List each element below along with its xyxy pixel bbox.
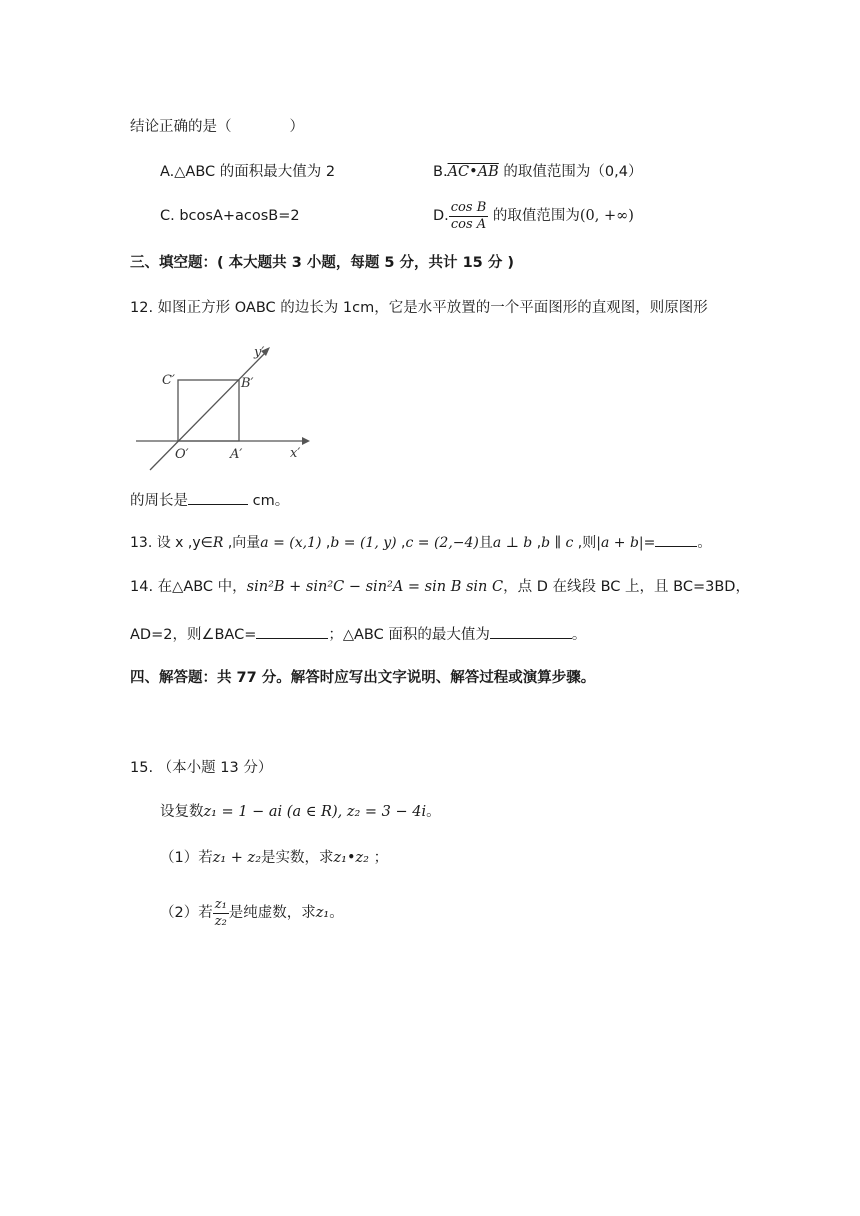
q13-sep2: , (396, 535, 406, 551)
q15-part1-math: z₁ + z₂ (212, 850, 262, 866)
q14-angle-blank (256, 622, 328, 639)
q13-answer-blank (655, 530, 697, 547)
q13-text1: ,向量 (223, 535, 261, 551)
q15-part2-mid: 是纯虚数，求 (228, 905, 316, 921)
q13-vector-b: b = (1, y) (330, 535, 397, 551)
q11-option-d-range: (0, +∞) (579, 208, 634, 224)
q11-option-a: A.△ABC 的面积最大值为 2 (160, 164, 336, 180)
q15-part1-math2: z₁•z₂ (333, 850, 369, 866)
q13-prefix: 13. 设 x ,y∈ (130, 535, 213, 551)
q15-part2-numerator: z₁ (214, 896, 227, 912)
q15-part1-mid: 是实数，求 (261, 850, 334, 866)
q13-text2: 且 (478, 535, 493, 551)
y-axis-line (150, 352, 266, 470)
q14-line2-c: 。 (571, 627, 587, 643)
label-x-prime: x′ (290, 446, 301, 461)
q11-option-d-numerator: cos B (450, 199, 487, 215)
q12-answer-blank (188, 488, 248, 505)
q13-sep1: , (321, 535, 331, 551)
q11-stem: 结论正确的是（ ） (130, 119, 304, 135)
q15-title: 15. （本小题 13 分） (130, 760, 273, 776)
q14-prefix: 14. 在△ABC 中， (130, 579, 247, 595)
q13-vector-c: c = (2,−4) (405, 535, 479, 551)
section3-heading: 三、填空题：( 本大题共 3 小题，每题 5 分，共计 15 分 ) (130, 255, 514, 271)
q11-option-d-fraction (449, 200, 488, 233)
q14-area-blank (490, 622, 572, 639)
q14-formula: sin²B + sin²C − sin²A = sin B sin C (246, 579, 504, 595)
q11-option-b-math: AC•AB (447, 164, 499, 180)
q13-real-set: R (212, 535, 224, 551)
q12-tail (130, 488, 289, 512)
q15-part2-fraction (213, 897, 229, 930)
q12-tail-after: cm。 (248, 493, 290, 509)
q14-line2-b: ；△ABC 面积的最大值为 (328, 627, 490, 643)
q13-end: 。 (697, 535, 712, 551)
label-b-prime: B′ (241, 376, 254, 391)
q15-given-prefix: 设复数 (160, 804, 204, 820)
q11-option-d-denominator: cos A (450, 216, 487, 232)
q11-option-d (433, 196, 634, 236)
q15-given-end: 。 (426, 804, 441, 820)
q13-text3: ,则 (573, 535, 597, 551)
q13-vector-a: a = (x,1) (260, 535, 322, 551)
q11-option-d-suffix: 的取值范围为 (488, 208, 580, 224)
q14-line2 (130, 622, 586, 646)
section4-heading: 四、解答题：共 77 分。解答时应写出文字说明、解答过程或演算步骤。 (130, 670, 596, 686)
q11-option-d-prefix: D. (433, 208, 449, 224)
q13 (130, 530, 711, 554)
q15-part2 (160, 893, 344, 933)
q13-magnitude: |a + b| (596, 535, 644, 551)
q12-stem: 12. 如图正方形 OABC 的边长为 1cm，它是水平放置的一个平面图形的直观图，则原图形 (130, 300, 708, 316)
q11-option-b-prefix: B. (433, 164, 448, 180)
q15-given (160, 801, 441, 823)
q15-given-math: z₁ = 1 − ai (a ∈ R), z₂ = 3 − 4i (203, 804, 427, 820)
q15-part2-denominator: z₂ (214, 913, 227, 929)
q15-part1-prefix: （1）若 (160, 850, 213, 866)
label-o-prime: O′ (175, 447, 189, 462)
q15-part2-math: z₁ (315, 905, 330, 921)
q12-figure (130, 338, 315, 478)
q13-perpendicular: a ⊥ b (492, 535, 533, 551)
q11-option-b-suffix: 的取值范围为（0,4） (498, 164, 643, 180)
q15-part1-end: ； (368, 850, 389, 866)
q13-parallel: b ∥ c (541, 535, 574, 551)
q15-part1 (160, 847, 388, 869)
q11-option-c: C. bcosA+acosB=2 (160, 208, 300, 224)
q15-part2-end: 。 (329, 905, 344, 921)
q14-suffix: ，点 D 在线段 BC 上，且 BC=3BD， (503, 579, 750, 595)
q11-option-b (433, 161, 642, 183)
q13-sep3: , (532, 535, 542, 551)
label-a-prime: A′ (230, 447, 243, 462)
q12-tail-before: 的周长是 (130, 493, 188, 509)
x-axis-arrow-icon (302, 437, 310, 445)
label-y-prime: y′ (254, 345, 265, 360)
label-c-prime: C′ (162, 373, 175, 388)
q14-line1 (130, 576, 750, 598)
q13-equals: = (643, 535, 656, 551)
q15-part2-prefix: （2）若 (160, 905, 213, 921)
q14-line2-a: AD=2，则∠BAC= (130, 627, 257, 643)
